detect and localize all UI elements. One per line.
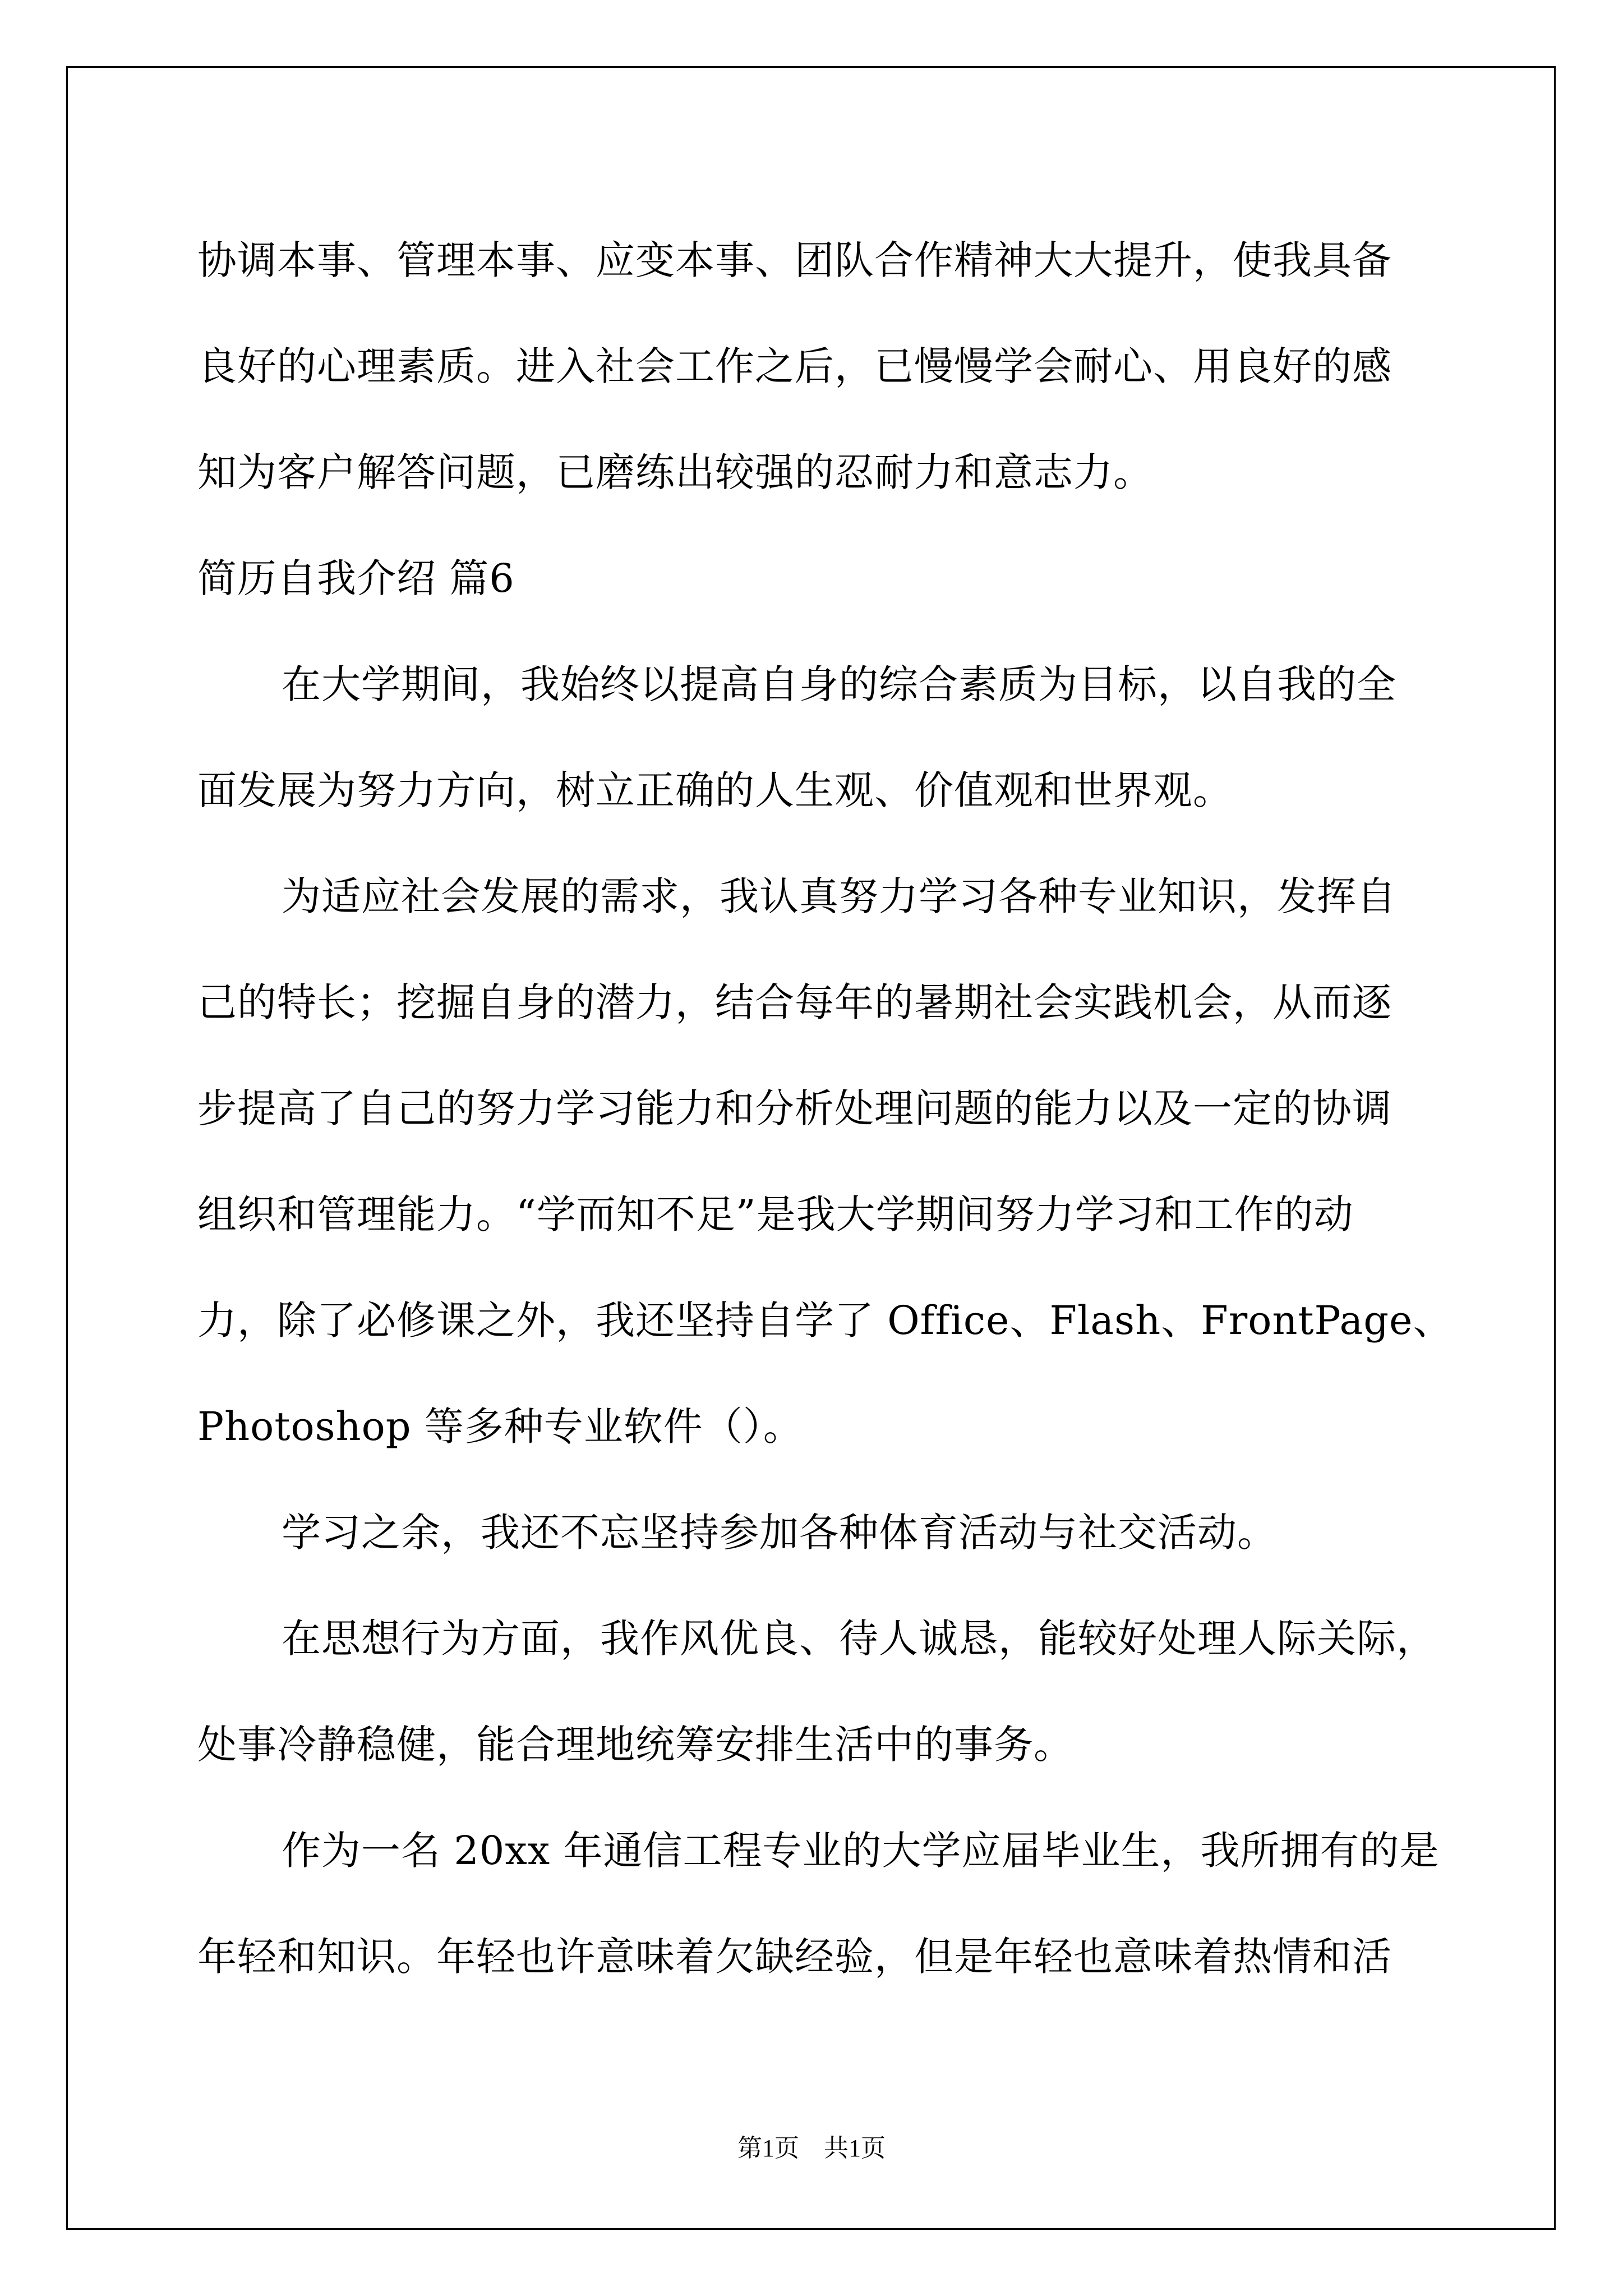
text-line: 力，除了必修课之外，我还坚持自学了 Office、Flash、FrontPage、	[197, 1297, 1453, 1343]
text-line: 作为一名 20xx 年通信工程专业的大学应届毕业生，我所拥有的是	[282, 1828, 1440, 1874]
text-line: 处事冷静稳健，能合理地统筹安排生活中的事务。	[197, 1722, 1073, 1768]
text-line: 组织和管理能力。“学而知不足”是我大学期间努力学习和工作的动	[197, 1191, 1354, 1237]
text-line: 知为客户解答问题，已磨练出较强的忍耐力和意志力。	[197, 449, 1153, 495]
text-line: 步提高了自己的努力学习能力和分析处理问题的能力以及一定的协调	[197, 1085, 1392, 1131]
page-total: 共1页	[824, 2134, 886, 2162]
text-line: 面发展为努力方向，树立正确的人生观、价值观和世界观。	[197, 767, 1233, 813]
text-line: Photoshop 等多种专业软件（）。	[197, 1404, 803, 1450]
text-line: 协调本事、管理本事、应变本事、团队合作精神大大提升，使我具备	[197, 237, 1392, 283]
text-line: 年轻和知识。年轻也许意味着欠缺经验，但是年轻也意味着热情和活	[197, 1934, 1392, 1980]
text-line: 良好的心理素质。进入社会工作之后，已慢慢学会耐心、用良好的感	[197, 343, 1392, 389]
document-body	[197, 208, 1487, 2010]
text-line: 在大学期间，我始终以提高自身的综合素质为目标，以自我的全	[282, 661, 1396, 707]
text-line: 己的特长；挖掘自身的潜力，结合每年的暑期社会实践机会，从而逐	[197, 979, 1392, 1025]
section-heading: 简历自我介绍 篇6	[197, 555, 515, 601]
page-footer	[0, 2132, 1623, 2165]
text-line: 学习之余，我还不忘坚持参加各种体育活动与社交活动。	[282, 1510, 1277, 1556]
text-line: 在思想行为方面，我作风优良、待人诚恳，能较好处理人际关际，	[282, 1616, 1436, 1662]
page-number: 第1页	[737, 2134, 799, 2162]
text-line: 为适应社会发展的需求，我认真努力学习各种专业知识，发挥自	[282, 873, 1396, 919]
